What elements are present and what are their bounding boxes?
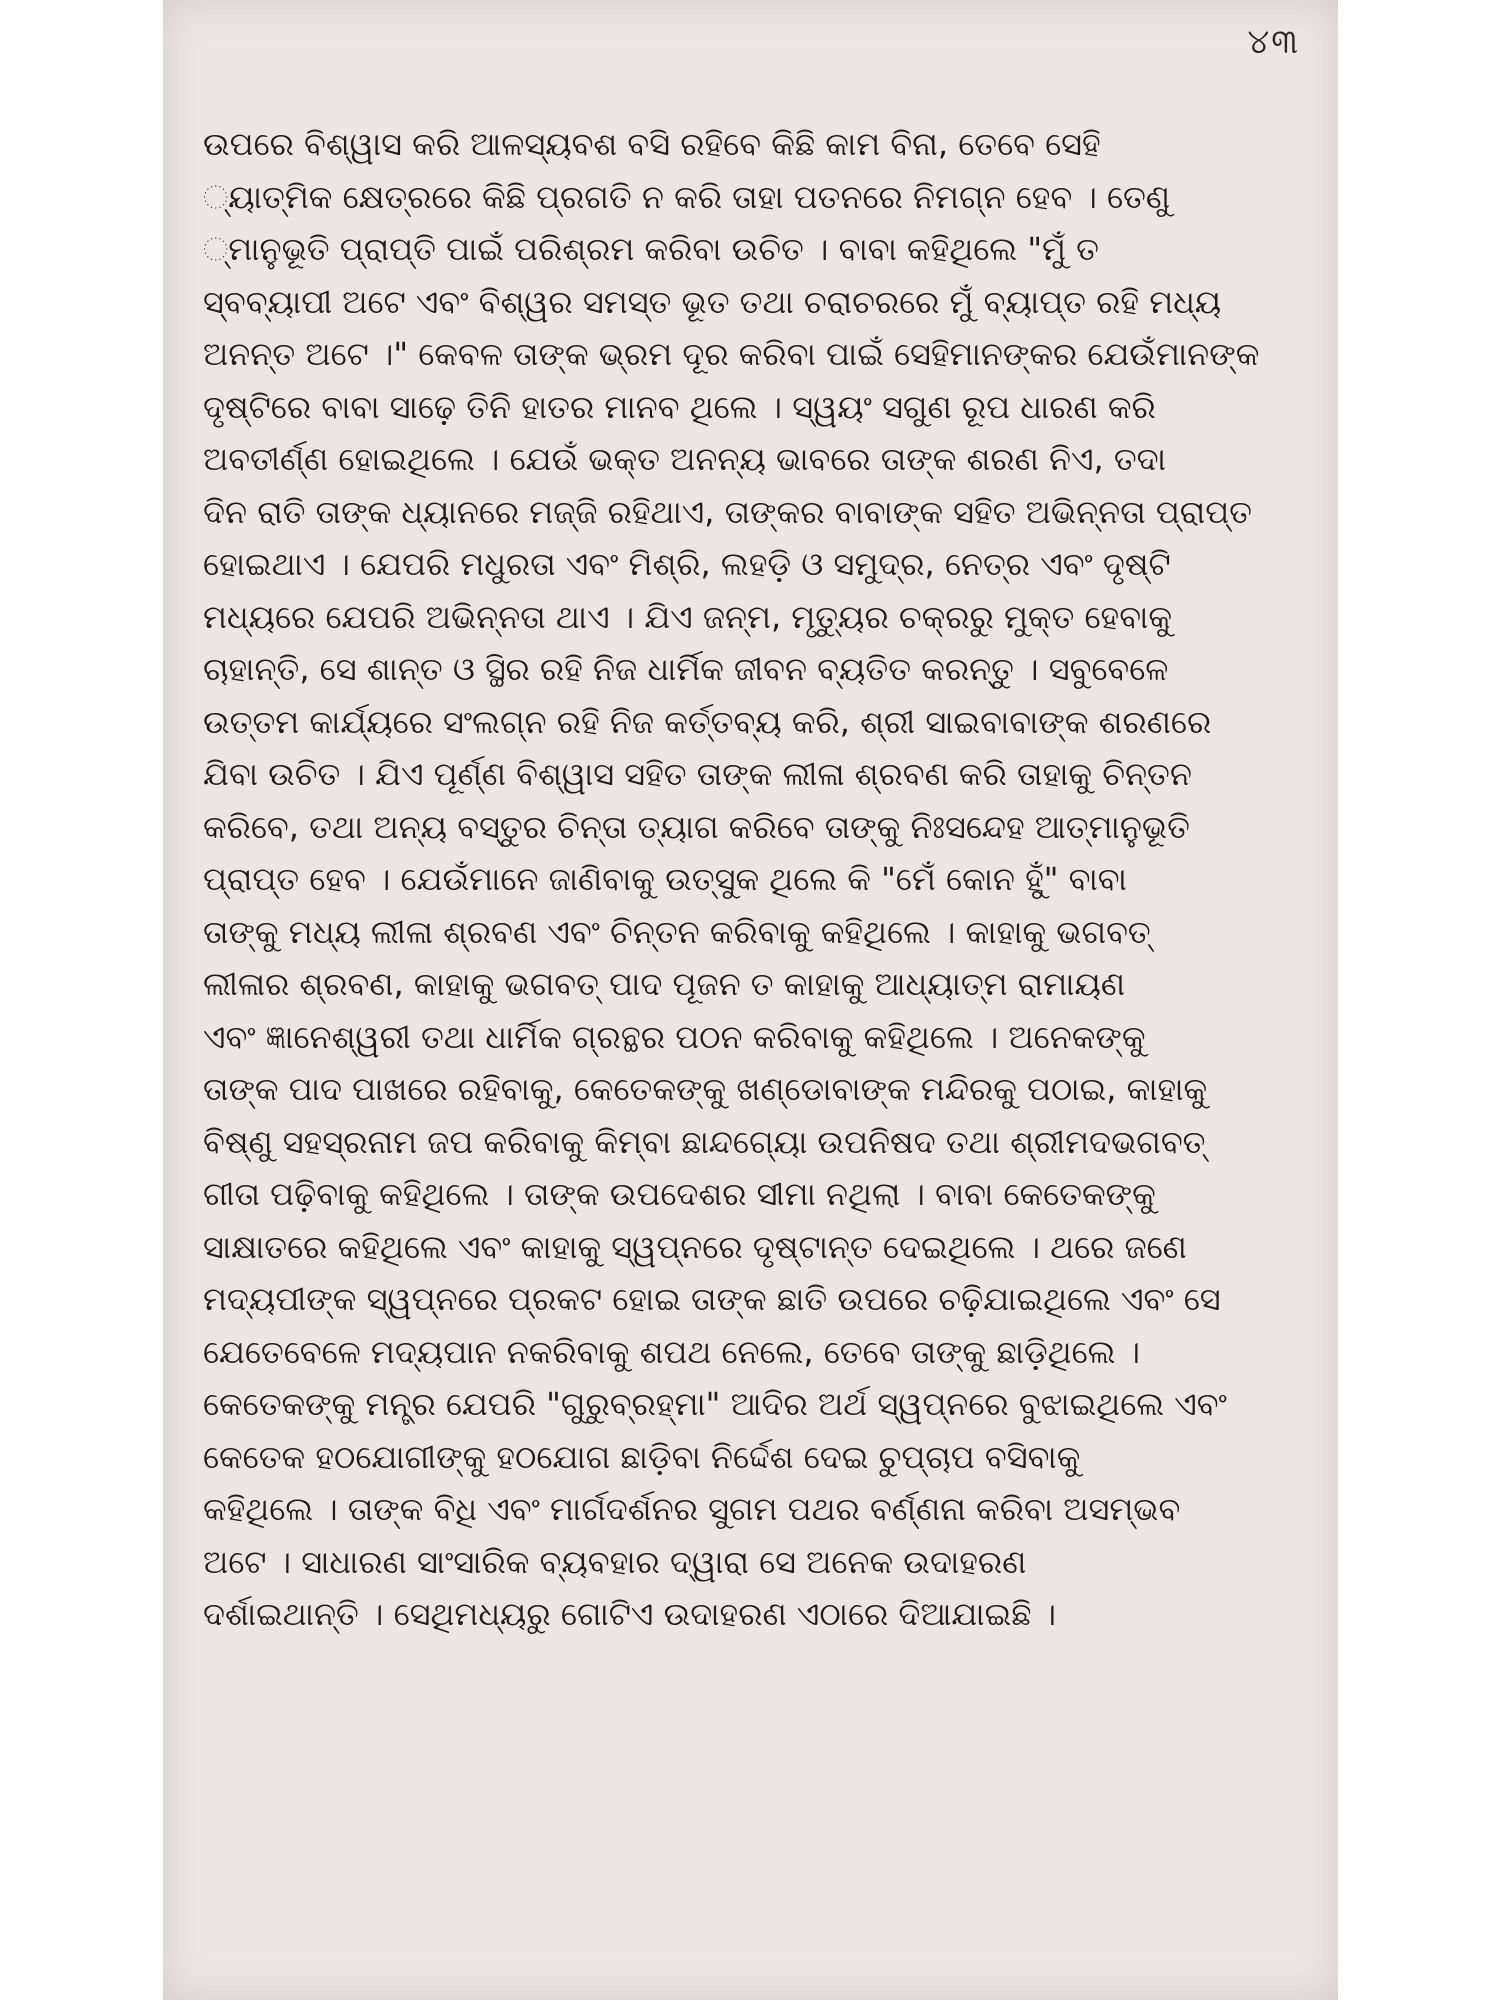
body-paragraph: [203, 118, 1299, 1641]
text-line: କେତେକଙ୍କୁ ମନ୍ତ୍ର ଯେପରି "ଗୁରୁବ୍ରହ୍ମା" ଆଦିର ଅର୍ଥ ସ୍ୱପ୍ନରେ ବୁଝାଇଥିଲେ ଏବଂ: [203, 1385, 1227, 1423]
text-line: ତାଙ୍କ ପାଦ ପାଖରେ ରହିବାକୁ, କେତେକଙ୍କୁ ଖଣ୍ଡୋବାଙ୍କ ମନ୍ଦିରକୁ ପଠାଇ, କାହାକୁ: [203, 1070, 1208, 1108]
text-line: ଦୃଷ୍ଟିରେ ବାବା ସାଢ଼େ ତିନି ହାତର ମାନବ ଥିଲେ । ସ୍ୱୟଂ ସଗୁଣ ରୂପ ଧାରଣ କରି: [203, 387, 1156, 426]
text-line: ଚାହାନ୍ତି, ସେ ଶାନ୍ତ ଓ ସ୍ଥିର ରହି ନିଜ ଧାର୍ମିକ ଜୀବନ ବ୍ୟତିତ କରନ୍ତୁ । ସବୁବେଳେ: [203, 650, 1169, 688]
text-line: ଦର୍ଶାଇଥାନ୍ତି । ସେଥିମଧ୍ୟରୁ ଗୋଟିଏ ଉଦାହରଣ ଏଠାରେ ଦିଆଯାଇଛି ।: [203, 1595, 1057, 1633]
text-line: ବିଷ୍ଣୁ ସହସ୍ରନାମ ଜପ କରିବାକୁ କିମ୍ବା ଛାନ୍ଦଗ୍ୟୋ ଉପନିଷଦ ତଥା ଶ୍ରୀମଦଭଗବତ୍: [203, 1122, 1206, 1161]
scanned-book-page: [163, 0, 1338, 2000]
text-line: ସ୍ବବ୍ୟାପୀ ଅଟେ ଏବଂ ବିଶ୍ୱର ସମସ୍ତ ଭୂତ ତଥା ଚରାଚରରେ ମୁଁ ବ୍ୟାପ୍ତ ରହି ମଧ୍ୟ: [203, 282, 1222, 321]
text-line: ଯେତେବେଳେ ମଦ୍ୟପାନ ନକରିବାକୁ ଶପଥ ନେଲେ, ତେବେ ତାଙ୍କୁ ଛାଡ଼ିଥିଲେ ।: [203, 1332, 1141, 1371]
text-line: କହିଥିଲେ । ତାଙ୍କ ବିଧି ଏବଂ ମାର୍ଗଦର୍ଶନର ସୁଗମ ପଥର ବର୍ଣ୍ଣନା କରିବା ଅସମ୍ଭବ: [203, 1490, 1181, 1528]
text-line: ୍ୟାତ୍ମିକ କ୍ଷେତ୍ରରେ କିଛି ପ୍ରଗତି ନ କରି ତାହା ପତନରେ ନିମଗ୍ନ ହେବ । ତେଣୁ: [203, 177, 1171, 216]
text-line: ମଦ୍ୟପୀଙ୍କ ସ୍ୱପ୍ନରେ ପ୍ରକଟ ହୋଇ ତାଙ୍କ ଛାତି ଉପରେ ଚଢ଼ିଯାଇଥିଲେ ଏବଂ ସେ: [203, 1280, 1221, 1318]
text-line: ସାକ୍ଷାତରେ କହିଥିଲେ ଏବଂ କାହାକୁ ସ୍ୱପ୍ନରେ ଦୃଷ୍ଟାନ୍ତ ଦେଇଥିଲେ । ଥରେ ଜଣେ: [203, 1227, 1187, 1266]
text-line: ଯିବା ଉଚିତ । ଯିଏ ପୂର୍ଣ୍ଣ ବିଶ୍ୱାସ ସହିତ ତାଙ୍କ ଲୀଳା ଶ୍ରବଣ କରି ତାହାକୁ ଚିନ୍ତନ: [203, 755, 1192, 793]
text-line: ଉପରେ ବିଶ୍ୱାସ କରି ଆଳସ୍ୟବଶ ବସି ରହିବେ କିଛି କାମ ବିନା, ତେବେ ସେହି: [203, 125, 1101, 163]
text-line: ଉତ୍ତମ କାର୍ଯ୍ୟରେ ସଂଲଗ୍ନ ରହି ନିଜ କର୍ତ୍ତବ୍ୟ କରି, ଶ୍ରୀ ସାଇବାବାଙ୍କ ଶରଣରେ: [203, 702, 1212, 741]
text-line: ତାଙ୍କୁ ମଧ୍ୟ ଲୀଳା ଶ୍ରବଣ ଏବଂ ଚିନ୍ତନ କରିବାକୁ କହିଥିଲେ । କାହାକୁ ଭଗବତ୍: [203, 912, 1151, 951]
text-line: ଏବଂ ଜ୍ଞାନେଶ୍ୱରୀ ତଥା ଧାର୍ମିକ ଗ୍ରନ୍ଥର ପଠନ କରିବାକୁ କହିଥିଲେ । ଅନେକଙ୍କୁ: [203, 1017, 1146, 1056]
text-line: କରିବେ, ତଥା ଅନ୍ୟ ବସ୍ତୁର ଚିନ୍ତା ତ୍ୟାଗ କରିବେ ତାଙ୍କୁ ନିଃସନ୍ଦେହ ଆତ୍ମାନୁଭୂତି: [203, 807, 1190, 846]
text-line: ଅନନ୍ତ ଅଟେ ।" କେବଳ ତାଙ୍କ ଭ୍ରମ ଦୂର କରିବା ପାଇଁ ସେହିମାନଙ୍କର ଯେଉଁମାନଙ୍କ: [203, 335, 1260, 373]
text-line: ଲୀଳାର ଶ୍ରବଣ, କାହାକୁ ଭଗବତ୍ ପାଦ ପୂଜନ ତ କାହାକୁ ଆଧ୍ୟାତ୍ମ ରାମାୟଣ: [203, 965, 1126, 1003]
page-number: ୪୩: [1247, 22, 1300, 62]
text-line: ହୋଇଥାଏ । ଯେପରି ମଧୁରତା ଏବଂ ମିଶ୍ରି, ଲହଡ଼ି ଓ ସମୁଦ୍ର, ନେତ୍ର ଏବଂ ଦୃଷ୍ଟି: [203, 545, 1171, 583]
text-line: ଦିନ ରାତି ତାଙ୍କ ଧ୍ୟାନରେ ମଜ୍ଜି ରହିଥାଏ, ତାଙ୍କର ବାବାଙ୍କ ସହିତ ଅଭିନ୍ନତା ପ୍ରାପ୍ତ: [203, 492, 1252, 531]
text-line: ଅଟେ । ସାଧାରଣ ସାଂସାରିକ ବ୍ୟବହାର ଦ୍ୱାରା ସେ ଅନେକ ଉଦାହରଣ: [203, 1542, 1027, 1581]
text-line: ଗୀତା ପଢ଼ିବାକୁ କହିଥିଲେ । ତାଙ୍କ ଉପଦେଶର ସୀମା ନଥିଲା । ବାବା କେତେକଙ୍କୁ: [203, 1175, 1156, 1213]
text-line: ପ୍ରାପ୍ତ ହେବ । ଯେଉଁମାନେ ଜାଣିବାକୁ ଉତ୍ସୁକ ଥିଲେ କି "ମେଁ କୋନ ହୁଁ" ବାବା: [203, 860, 1127, 898]
text-line: କେତେକ ହଠଯୋଗୀଙ୍କୁ ହଠଯୋଗ ଛାଡ଼ିବା ନିର୍ଦ୍ଦେଶ ଦେଇ ଚୁପ୍‌ଚାପ ବସିବାକୁ: [203, 1437, 1081, 1476]
text-line: ଅବତୀର୍ଣ୍ଣ ହୋଇଥିଲେ । ଯେଉଁ ଭକ୍ତ ଅନନ୍ୟ ଭାବରେ ତାଙ୍କ ଶରଣ ନିଏ, ତଦା: [203, 440, 1166, 478]
text-line: ୍ମାନୁଭୂତି ପ୍ରାପ୍ତି ପାଇଁ ପରିଶ୍ରମ କରିବା ଉଚିତ । ବାବା କହିଥିଲେ "ମୁଁ ତ: [203, 230, 1099, 268]
text-line: ମଧ୍ୟରେ ଯେପରି ଅଭିନ୍ନତା ଥାଏ । ଯିଏ ଜନ୍ମ, ମୃତ୍ୟୁର ଚକ୍ରରୁ ମୁକ୍ତ ହେବାକୁ: [203, 597, 1172, 636]
